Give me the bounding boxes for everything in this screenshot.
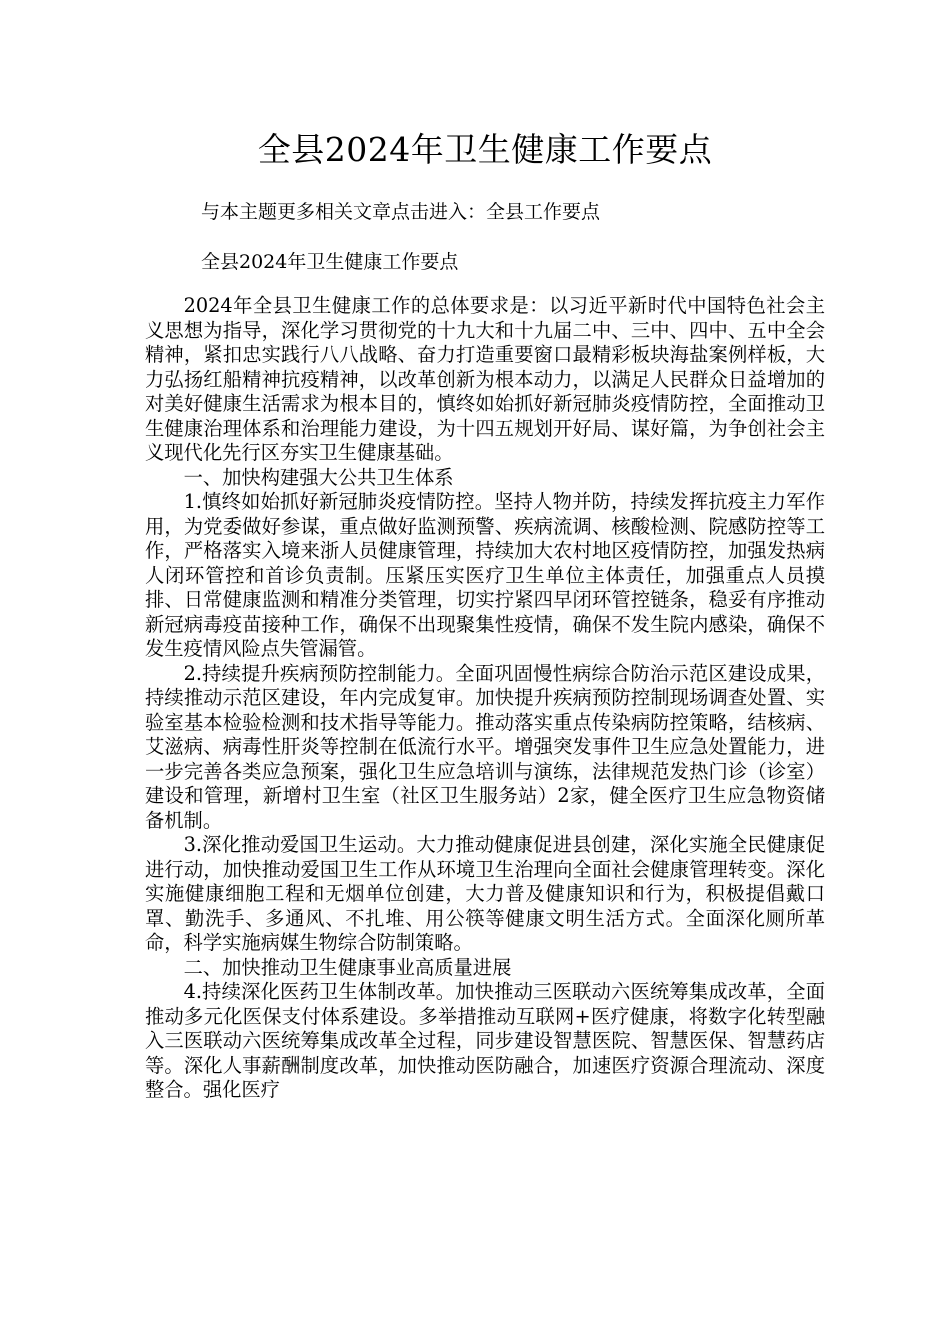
document-body [145, 294, 825, 1103]
document-subtitle: 全县2024年卫生健康工作要点 [201, 251, 459, 273]
paragraph-item-2: 2.持续提升疾病预防控制能力。全面巩固慢性病综合防治示范区建设成果，持续推动示范区建设，年内完成复审。加快提升疾病预防控制现场调查处置、实验室基本检验检测和技术指导等能力。推动落实重点传染病防控策略，结核病、艾滋病、病毒性肝炎等控制在低流行水平。增强突发事件卫生应急处置能力，进一步完善各类应急预案，强化卫生应急培训与演练，法律规范发热门诊（诊室）建设和管理，新增村卫生室（社区卫生服务站）2家，健全医疗卫生应急物资储备机制。 [145, 661, 825, 832]
paragraph-item-3: 3.深化推动爱国卫生运动。大力推动健康促进县创建，深化实施全民健康促进行动，加快推动爱国卫生工作从环境卫生治理向全面社会健康管理转变。深化实施健康细胞工程和无烟单位创建，大力普及健康知识和行为，积极提倡戴口罩、勤洗手、多通风、不扎堆、用公筷等健康文明生活方式。全面深化厕所革命，科学实施病媒生物综合防制策略。 [145, 833, 825, 954]
section-heading-1: 一、加快构建强大公共卫生体系 [183, 465, 454, 489]
paragraph-item-4: 4.持续深化医药卫生体制改革。加快推动三医联动六医统筹集成改革，全面推动多元化医保支付体系建设。多举措推动互联网+医疗健康，将数字化转型融入三医联动六医统筹集成改革全过程，同步建设智慧医院、智慧医保、智慧药店等。深化人事薪酬制度改革，加快推动医防融合，加速医疗资源合理流动、深度整合。强化医疗 [145, 980, 825, 1101]
document-title: 全县2024年卫生健康工作要点 [257, 130, 713, 169]
paragraph-intro: 2024年全县卫生健康工作的总体要求是：以习近平新时代中国特色社会主义思想为指导，深化学习贯彻党的十九大和十九届二中、三中、四中、五中全会精神，紧扣忠实践行八八战略、奋力打造重要窗口最精彩板块海盐案例样板，大力弘扬红船精神抗疫精神，以改革创新为根本动力，以满足人民群众日益增加的对美好健康生活需求为根本目的，慎终如始抓好新冠肺炎疫情防控，全面推动卫生健康治理体系和治理能力建设，为十四五规划开好局、谋好篇，为争创社会主义现代化先行区夯实卫生健康基础。 [145, 294, 825, 464]
related-articles-link[interactable]: 与本主题更多相关文章点击进入：全县工作要点 [201, 201, 601, 223]
paragraph-item-1: 1.慎终如始抓好新冠肺炎疫情防控。坚持人物并防，持续发挥抗疫主力军作用，为党委做好参谋，重点做好监测预警、疾病流调、核酸检测、院感防控等工作，严格落实入境来浙人员健康管理，持续加大农村地区疫情防控，加强发热病人闭环管控和首诊负责制。压紧压实医疗卫生单位主体责任，加强重点人员摸排、日常健康监测和精准分类管理，切实拧紧四早闭环管控链条，稳妥有序推动新冠病毒疫苗接种工作，确保不出现聚集性疫情，确保不发生院内感染，确保不发生疫情风险点失管漏管。 [145, 490, 825, 660]
section-heading-2: 二、加快推动卫生健康事业高质量进展 [183, 955, 512, 979]
